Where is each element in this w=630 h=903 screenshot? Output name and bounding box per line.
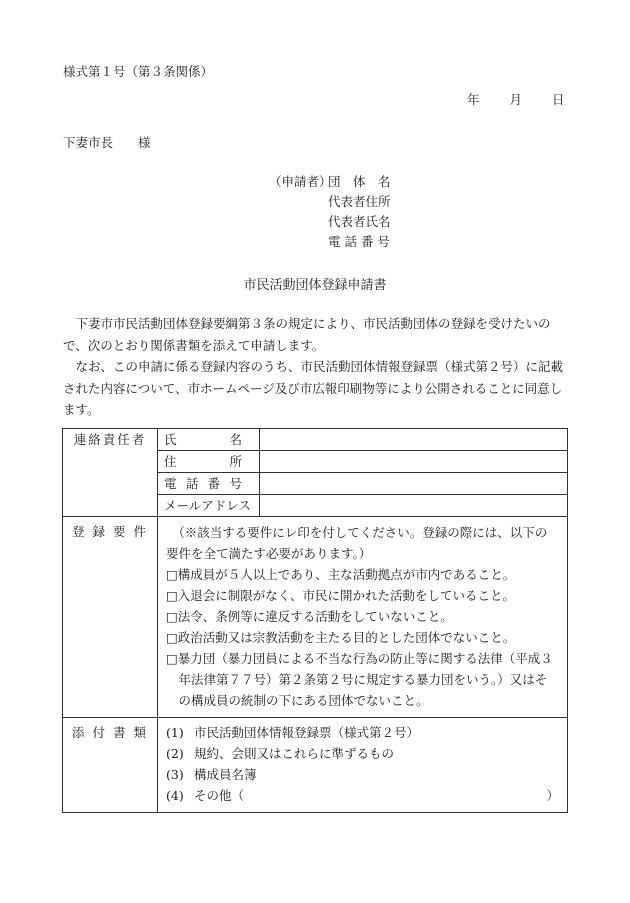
attachments-heading: 添 付 書 類	[63, 718, 158, 813]
requirement-checkbox-2[interactable]: □入退会に制限がなく、市民に開かれた活動をしていること。	[166, 588, 516, 603]
paragraph-2: なお、この申請に係る登録内容のうち、市民活動団体情報登録票（様式第２号）に記載された内容について、市ホームページ及び市広報印刷物等により公開されることに同意します。	[63, 359, 564, 417]
contact-address-label: 住 所	[158, 451, 260, 473]
form-number: 様式第１号（第３条関係）	[63, 64, 214, 79]
attachments-row	[63, 718, 568, 813]
contact-phone-label: 電 話 番 号	[158, 473, 260, 495]
date-year-field[interactable]: 年	[467, 92, 480, 107]
attachment-item-1: (1) 市民活動団体情報登録票（様式第２号）	[166, 725, 420, 740]
requirement-checkbox-3[interactable]: □法令、条例等に違反する活動をしていないこと。	[166, 609, 453, 624]
applicant-prefix: （申請者）	[269, 174, 332, 189]
rep-name-label: 代表者氏名	[328, 214, 391, 229]
requirement-checkbox-5[interactable]: □暴力団（暴力団員による不当な行為の防止等に関する法律（平成３年法律第７７号）第２条第２号に規定する暴力団をいう。）又はその構成員の統制の下にある団体でないこと。	[166, 651, 553, 708]
document-title: 市民活動団体登録申請書	[243, 278, 387, 293]
contact-email-label: メールアドレス	[158, 495, 260, 517]
contact-email-input[interactable]	[260, 495, 568, 517]
attachment-item-3: (3) 構成員名簿	[166, 767, 257, 782]
requirements-row	[63, 517, 568, 718]
requirements-note: （※該当する要件にレ印を付してください。登録の際には、以下の要件を全て満たす必要があります。）	[166, 525, 548, 561]
rep-address-label: 代表者住所	[328, 194, 391, 209]
contact-name-input[interactable]	[260, 429, 568, 451]
body-text	[63, 313, 568, 421]
phone-label: 電 話 番 号	[328, 234, 390, 249]
contact-address-input[interactable]	[260, 451, 568, 473]
addressee: 下妻市長 様	[63, 135, 151, 150]
date-line	[467, 94, 565, 107]
requirement-checkbox-4[interactable]: □政治活動又は宗教活動を主たる目的とした団体でないこと。	[166, 630, 516, 645]
application-table	[62, 428, 568, 813]
requirements-content	[158, 517, 568, 718]
requirement-checkbox-1[interactable]: □構成員が５人以上であり、主な活動拠点が市内であること。	[166, 567, 516, 582]
contact-name-row	[63, 429, 568, 451]
attachment-item-4[interactable]: (4) その他（ ）	[166, 785, 559, 806]
group-name-label: 団 体 名	[328, 174, 391, 189]
requirements-heading: 登 録 要 件	[63, 517, 158, 718]
attachments-content	[158, 718, 568, 813]
contact-name-label: 氏 名	[158, 429, 260, 451]
date-day-field[interactable]: 日	[552, 92, 565, 107]
attachment-other-close: ）	[546, 788, 559, 803]
contact-heading: 連絡責任者	[63, 429, 158, 517]
contact-phone-input[interactable]	[260, 473, 568, 495]
attachment-item-2: (2) 規約、会則又はこれらに準ずるもの	[166, 746, 395, 761]
date-month-field[interactable]: 月	[509, 92, 523, 107]
paragraph-1: 下妻市市民活動団体登録要綱第３条の規定により、市民活動団体の登録を受けたいので、次のとおり関係書類を添えて申請します。	[63, 316, 551, 353]
